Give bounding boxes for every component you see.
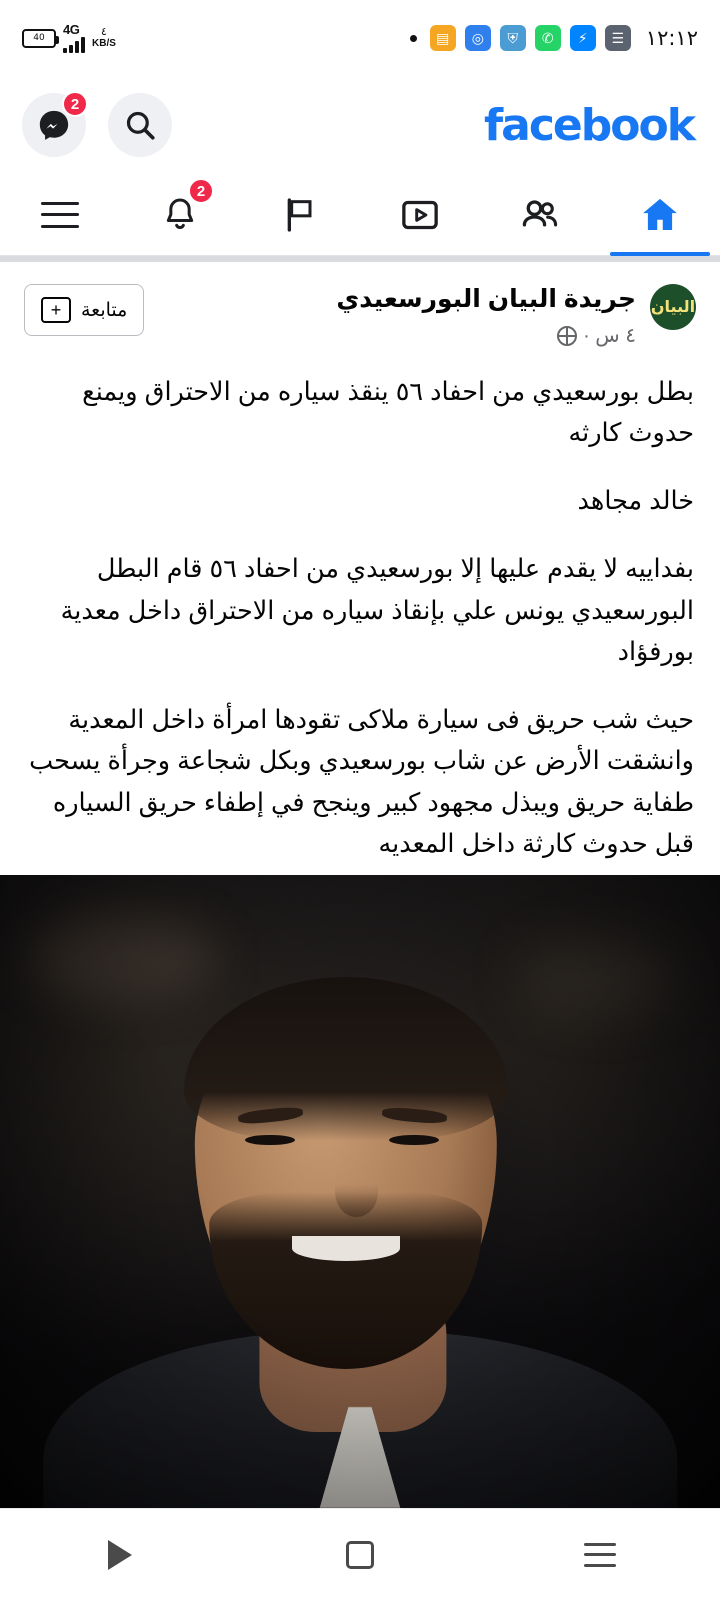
home-icon xyxy=(637,193,683,237)
tab-watch[interactable] xyxy=(360,174,480,255)
post-header xyxy=(0,262,720,354)
follow-button-label: متابعة xyxy=(81,299,128,321)
android-nav-bar xyxy=(0,1508,720,1600)
overflow-dot-icon xyxy=(410,35,417,42)
active-tab-underline xyxy=(610,252,711,256)
post-photo[interactable] xyxy=(0,875,720,1508)
whatsapp-icon: ✆ xyxy=(535,25,561,51)
post-timestamp: ٤ س · xyxy=(583,325,636,347)
post-paragraph: خالد مجاهد xyxy=(577,487,694,516)
follow-button[interactable] xyxy=(24,284,144,336)
signal-bars-icon xyxy=(63,36,85,53)
status-bar xyxy=(0,0,720,76)
speed-value: ٤ xyxy=(100,25,107,38)
add-follow-icon xyxy=(41,297,71,323)
search-icon xyxy=(123,108,157,142)
back-button[interactable] xyxy=(60,1525,180,1585)
menu-icon xyxy=(41,202,79,228)
video-icon xyxy=(398,193,442,237)
post-meta xyxy=(144,323,636,348)
post-paragraph: حيث شب حريق فى سيارة ملاكى تقودها امرأة داخل المعدية وانشقت الأرض عن شاب بورسعيدي وبكل شجاعة وجرأة يسحب طفاية حريق ويبذل مجهود كبير وينجح في إطفاء حريق السياره قبل حدوث كارثة داخل المعديه xyxy=(29,706,694,858)
status-bar-right xyxy=(410,25,698,51)
avatar[interactable]: البيان xyxy=(650,284,696,330)
home-icon xyxy=(346,1541,374,1569)
network-indicator xyxy=(63,23,85,53)
page-name[interactable]: جريدة البيان البورسعيدي xyxy=(336,285,636,313)
messenger-icon: ⚡ xyxy=(570,25,596,51)
battery-icon xyxy=(22,29,56,48)
tab-home[interactable] xyxy=(600,174,720,255)
home-button[interactable] xyxy=(300,1525,420,1585)
photo-scene xyxy=(0,875,720,1508)
feed-post xyxy=(0,262,720,1508)
post-header-text xyxy=(144,284,636,348)
data-speed-indicator xyxy=(92,27,116,49)
facebook-wordmark[interactable]: facebook xyxy=(484,99,694,151)
post-text xyxy=(0,354,720,875)
news-feed[interactable] xyxy=(0,256,720,1508)
document-icon: ☰ xyxy=(605,25,631,51)
blue-app-icon: ◎ xyxy=(465,25,491,51)
search-button[interactable] xyxy=(108,93,172,157)
folder-icon: ▤ xyxy=(430,25,456,51)
globe-icon xyxy=(557,326,577,346)
photo-vignette xyxy=(0,875,720,1508)
shield-icon: ⛨ xyxy=(500,25,526,51)
status-clock: ١٢:١٢ xyxy=(645,26,698,50)
tab-bar xyxy=(0,174,720,256)
post-paragraph: بفداييه لا يقدم عليها إلا بورسعيدي من احفاد ٥٦ قام البطل البورسعيدي يونس علي بإنقاذ سياره من الاحتراق داخل معدية بورفؤاد xyxy=(60,555,694,667)
back-icon xyxy=(108,1540,132,1570)
tab-notifications[interactable] xyxy=(120,174,240,255)
messenger-button[interactable] xyxy=(22,93,86,157)
tab-pages[interactable] xyxy=(240,174,360,255)
status-bar-left xyxy=(22,23,116,53)
tab-groups[interactable] xyxy=(480,174,600,255)
people-icon xyxy=(517,193,563,237)
speed-unit: KB/S xyxy=(92,37,116,49)
header-actions xyxy=(22,93,172,157)
facebook-header xyxy=(0,76,720,174)
tab-menu[interactable] xyxy=(0,174,120,255)
flag-icon xyxy=(280,193,320,237)
recents-icon xyxy=(584,1543,616,1567)
battery-level: 40 xyxy=(33,32,45,43)
network-label: 4G xyxy=(63,22,80,37)
messenger-badge: 2 xyxy=(62,91,88,117)
recents-button[interactable] xyxy=(540,1525,660,1585)
post-paragraph: بطل بورسعيدي من احفاد ٥٦ ينقذ سياره من الاحتراق ويمنع حدوث كارثه xyxy=(82,378,694,448)
notifications-badge: 2 xyxy=(188,178,214,204)
